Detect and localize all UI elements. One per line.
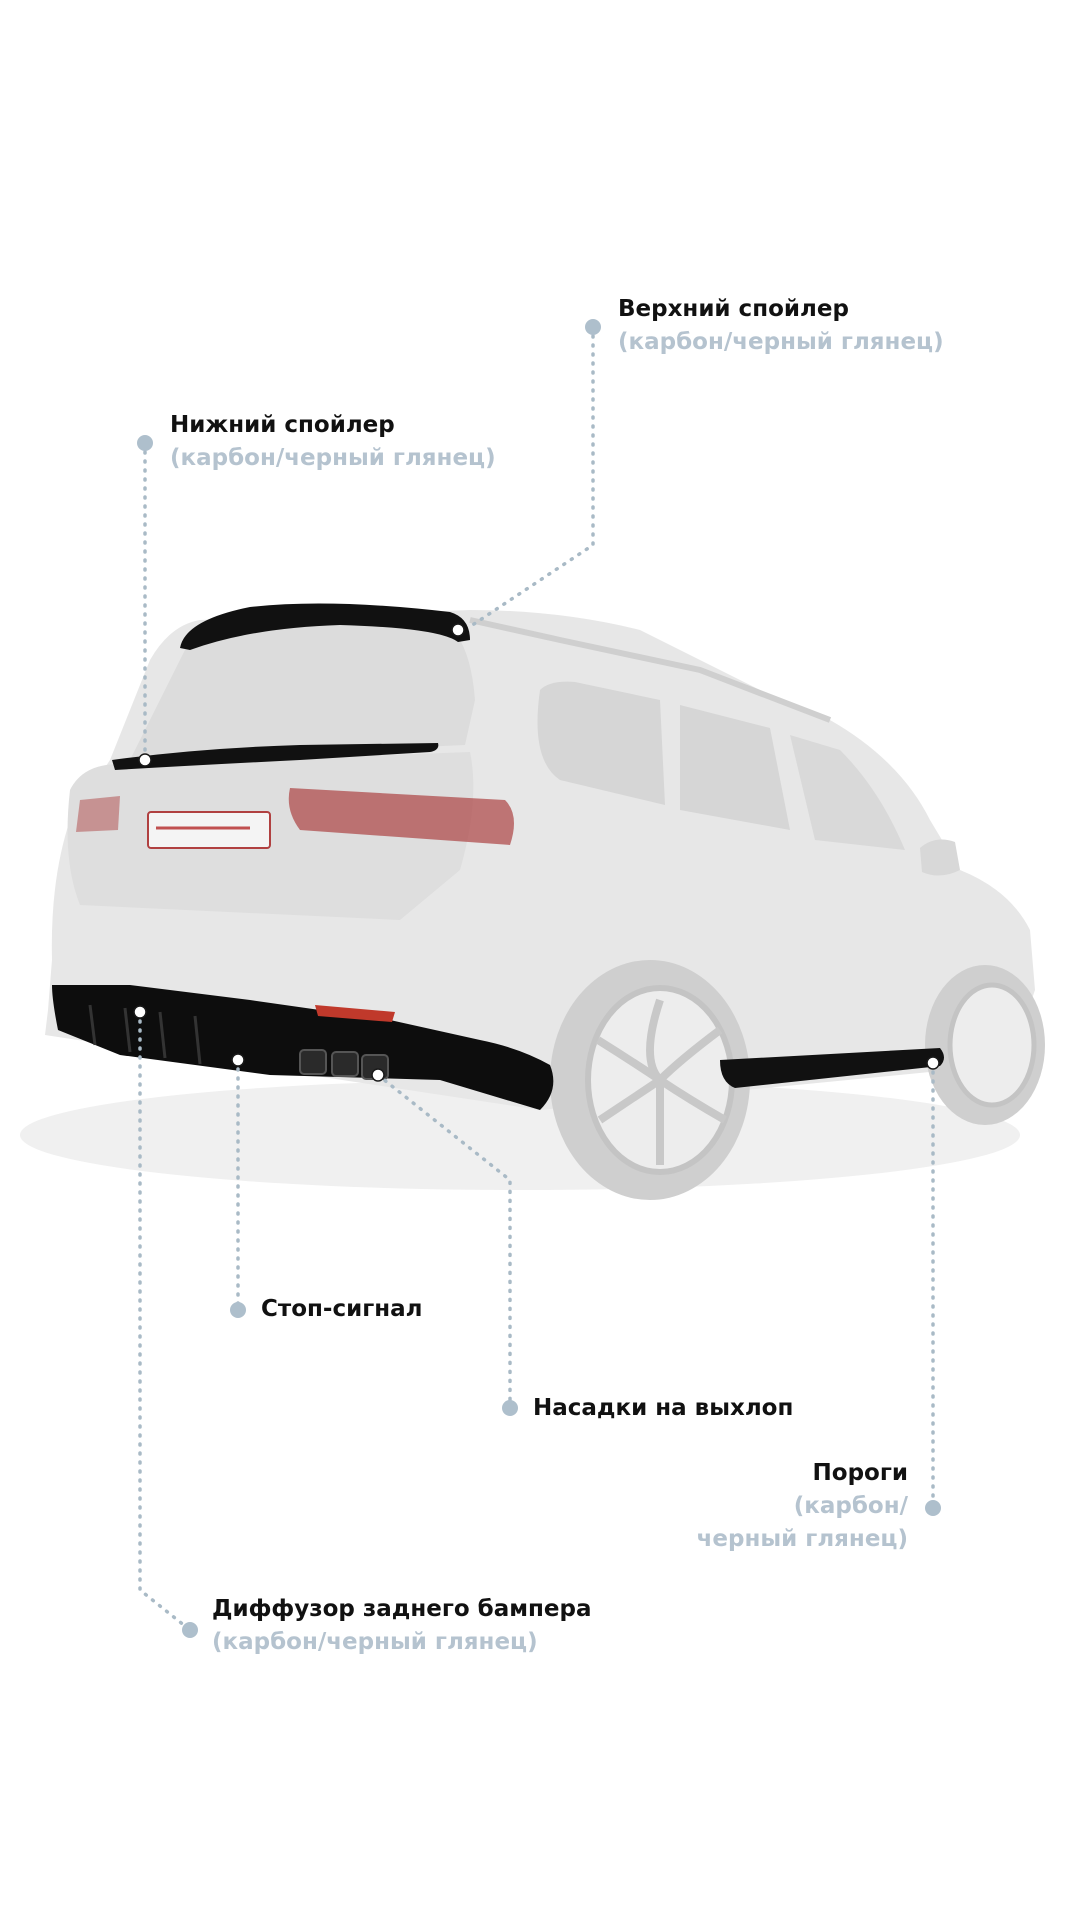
callout-rear-diffuser [212,1593,592,1659]
side-skirts-subtitle-line1: (карбон/ [793,1493,908,1519]
taillight-left [76,796,120,832]
callout-side-skirts [640,1457,908,1556]
side-skirts-title: Пороги [812,1460,908,1486]
rear-diffuser-subtitle: (карбон/черный глянец) [212,1629,538,1655]
brake-light-title: Стоп-сигнал [261,1296,423,1322]
exhaust-tip [332,1052,358,1076]
brake-light-pin [232,1054,244,1066]
exhaust-tips-title: Насадки на выхлоп [533,1395,794,1421]
side-skirts-pin [927,1057,939,1069]
diffuser-pin [134,1006,146,1018]
callout-exhaust-tips [533,1392,793,1425]
callout-brake-light [261,1293,422,1326]
exhaust-tip [300,1050,326,1074]
callout-lower-spoiler [170,409,496,475]
side-skirts-subtitle-line2: черный глянец) [696,1526,908,1552]
license-plate-icon [148,812,270,848]
upper-spoiler-subtitle: (карбон/черный глянец) [618,329,944,355]
lower-spoiler-dot [137,435,153,451]
diffuser-dot [182,1622,198,1638]
callout-upper-spoiler [618,293,944,359]
rear-diffuser-title: Диффузор заднего бампера [212,1596,592,1622]
upper-spoiler-pin [452,624,464,636]
lower-spoiler-pin [139,754,151,766]
side-skirts-dot [925,1500,941,1516]
brake-light-dot [230,1302,246,1318]
upper-spoiler-dot [585,319,601,335]
leader-upper-spoiler [468,327,593,628]
exhaust-pin [372,1069,384,1081]
front-wheel-rim [950,985,1034,1105]
lower-spoiler-title: Нижний спойлер [170,412,395,438]
exhaust-dot [502,1400,518,1416]
side-mirror [920,840,960,876]
lower-spoiler-subtitle: (карбон/черный глянец) [170,445,496,471]
upper-spoiler-title: Верхний спойлер [618,296,849,322]
